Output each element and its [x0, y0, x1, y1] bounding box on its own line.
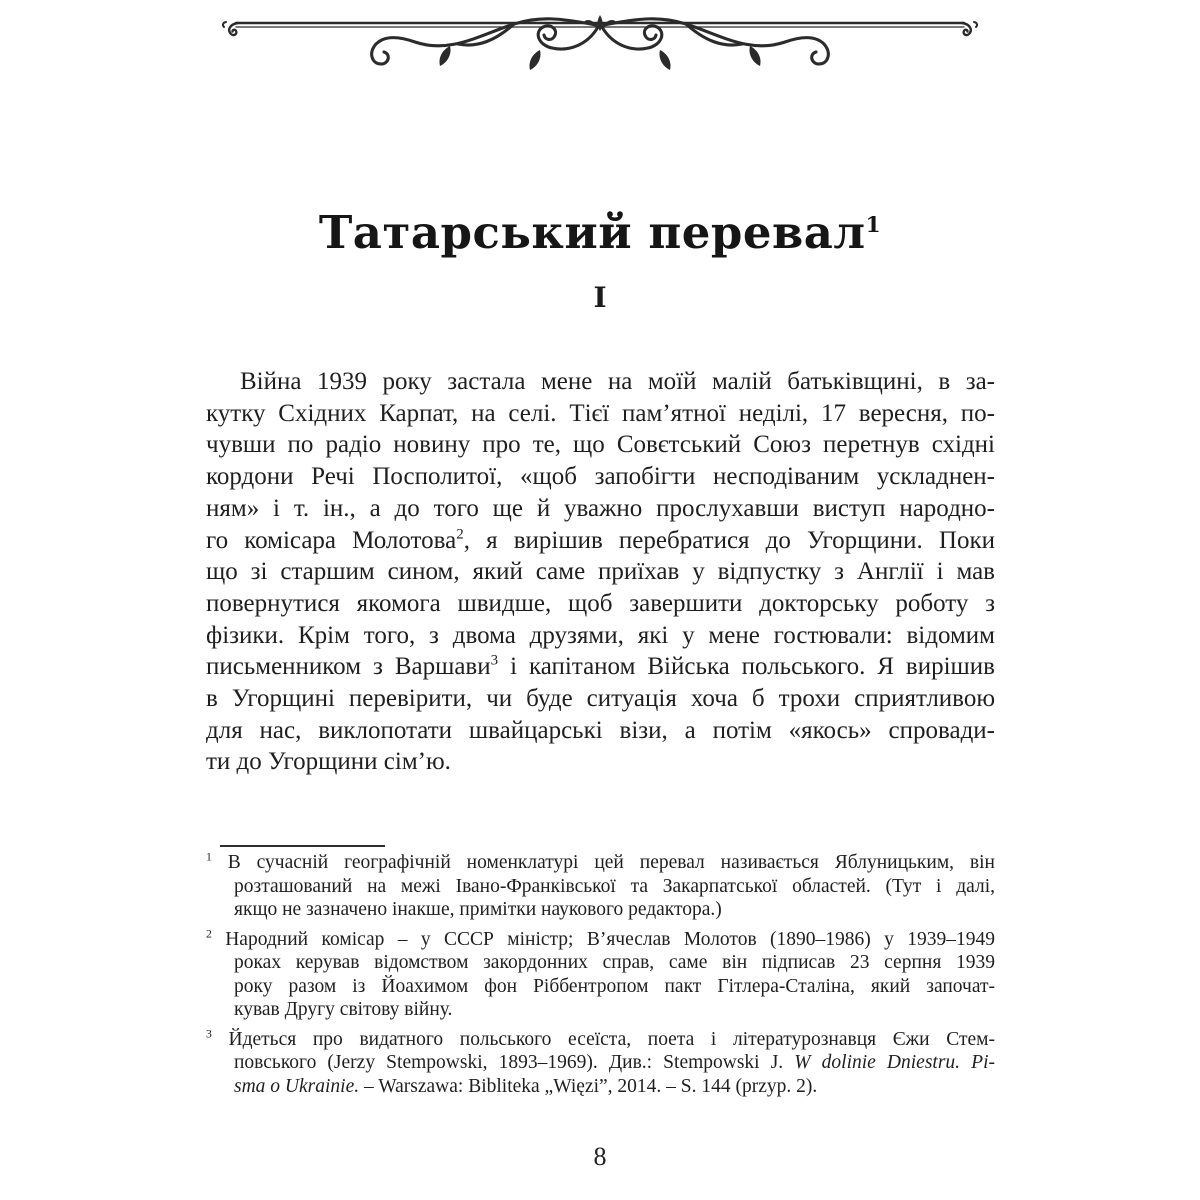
body-line: го комісара Молотова$^2$, я вирішив перебратися до Угорщини. Поки	[206, 526, 995, 554]
footnote-separator	[220, 845, 385, 847]
body-line: письменником з Варшави$^3$ і капітаном Війська польського. Я вирішив	[206, 653, 995, 681]
footnote-line: $^3$ Йдеться про видатного польського есеїста, поета і літературознавця Єжи Стем-	[206, 1027, 995, 1050]
footnote-line: якщо не зазначено інакше, примітки наукового редактора.)	[234, 899, 722, 920]
body-line: фізики. Крім того, з двома друзями, які у мене гостювали: відомим	[206, 621, 995, 649]
body-line: що зі старшим сином, який саме приїхав у відпустку з Англії і мав	[206, 558, 995, 586]
footnote-line: кував Другу світову війну.	[234, 999, 453, 1020]
body-line: для нас, виклопотати швайцарські візи, а потім «якось» спровади-	[206, 716, 995, 744]
footnote-line: року разом із Йоахимом фон Ріббентропом пакт Гітлера-Сталіна, який започат-	[234, 975, 995, 997]
body-line: ти до Угорщини сім’ю.	[206, 748, 451, 776]
page-number: 8	[593, 1142, 607, 1171]
footnote-line: роках керував відомством закордонних справ, саме він підписав 23 серпня 1939	[234, 952, 995, 973]
section-heading: I	[593, 281, 607, 314]
body-line: повернутися якомога швидше, щоб завершити докторську роботу з	[206, 589, 995, 617]
footnote-3	[206, 1028, 995, 1099]
body-line: чувши по радіо новину про те, що Совєтський Союз перетнув східні	[206, 431, 995, 459]
footnote-line: повського (Jerzy Stempowski, 1893–1969). Див.: Stempowski J. W dolinie Dniestru. Pi-	[234, 1052, 995, 1073]
body-line: кутку Східних Карпат, на селі. Тієї пам’ятної неділі, 17 вересня, по-	[206, 399, 995, 427]
footnote-1	[206, 851, 995, 922]
footnote-line: розташований на межі Івано-Франківської та Закарпатської областей. (Тут і далі,	[234, 875, 995, 897]
body-line: ням» і т. ін., а до того ще й уважно прослухавши виступ народно-	[206, 494, 995, 522]
footnotes-block	[206, 851, 995, 1104]
body-line: Війна 1939 року застала мене на моїй малій батьківщині, в за-	[240, 368, 995, 395]
chapter-title: Татарський перевал$^1$	[318, 206, 882, 260]
footnote-line: $^2$ Народний комісар – у СССР міністр; В’ячеслав Молотов (1890–1986) у 1939–1949	[206, 927, 995, 950]
body-paragraph	[206, 366, 995, 778]
footnote-line: sma o Ukrainie. – Warszawa: Bibliteka „Więzi”, 2014. – S. 144 (przyp. 2).	[234, 1075, 818, 1097]
body-line: кордони Речі Посполитої, «щоб запобігти несподіваним ускладнен-	[206, 463, 995, 491]
flourish-divider-icon	[220, 14, 980, 72]
footnote-2	[206, 928, 995, 1022]
body-line: в Угорщині перевірити, чи буде ситуація хоча б трохи сприятливою	[206, 685, 995, 713]
footnote-line: $^1$ В сучасній географічній номенклатурі цей перевал називається Яблуницьким, він	[206, 850, 995, 873]
header-ornament	[220, 14, 980, 72]
